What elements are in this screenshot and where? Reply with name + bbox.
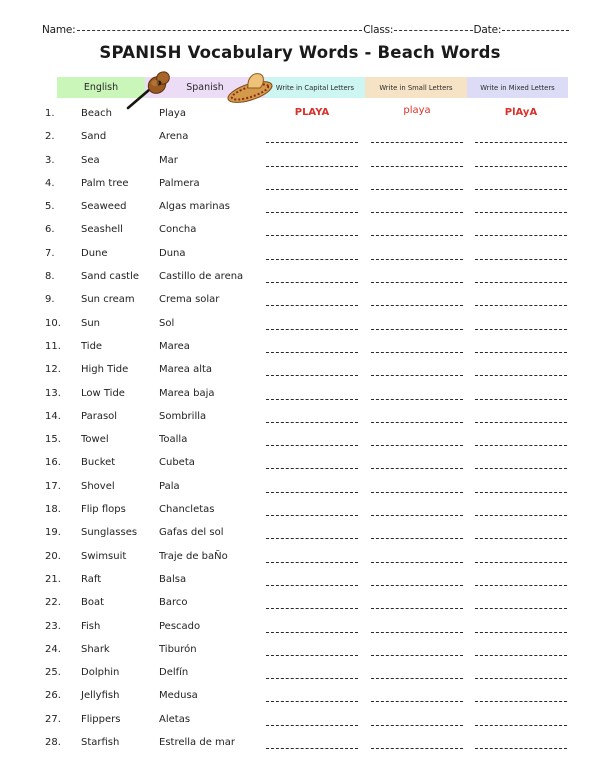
english-word: Sun [81,317,101,329]
vocab-row [0,593,600,616]
vocab-row [0,290,600,313]
small-letters-blank[interactable] [371,305,463,306]
spanish-word: Sombrilla [159,410,207,422]
row-number: 19. [45,527,61,539]
student-info-line [42,24,570,38]
example-mixed: PlAyA [504,107,538,118]
column-header-small: Write in Small Letters [365,77,467,98]
mixed-letters-blank[interactable] [475,585,567,586]
vocab-row [0,197,600,220]
vocab-row [0,314,600,337]
mixed-letters-blank[interactable] [475,468,567,469]
small-letters-blank[interactable] [371,725,463,726]
capital-letters-blank[interactable] [266,305,358,306]
small-letters-blank[interactable] [371,748,463,749]
spanish-word: Aletas [159,713,191,725]
vocab-row [0,686,600,709]
spanish-word: Marea alta [159,364,213,376]
mixed-letters-blank[interactable] [475,375,567,376]
row-number: 23. [45,620,61,632]
class-label: Class: [363,24,394,36]
vocab-row [0,220,600,243]
vocab-row [0,453,600,476]
mixed-letters-blank[interactable] [475,701,567,702]
page-title: SPANISH Vocabulary Words - Beach Words [99,43,501,62]
vocab-row [0,500,600,523]
mixed-letters-blank[interactable] [475,305,567,306]
english-word: Seaweed [81,201,127,213]
vocab-row [0,384,600,407]
spanish-word: Pescado [159,620,201,632]
row-number: 3. [45,154,55,166]
spanish-word: Delfín [159,667,189,679]
english-word: Sunglasses [81,527,138,539]
english-word: Sun cream [81,294,135,306]
small-letters-blank[interactable] [371,235,463,236]
capital-letters-blank[interactable] [266,701,358,702]
english-word: Low Tide [81,387,125,399]
small-letters-blank[interactable] [371,655,463,656]
spanish-word: Estrella de mar [159,737,236,749]
row-number: 9. [45,294,55,306]
vocab-row [0,360,600,383]
row-number: 7. [45,247,55,259]
english-word: Sand castle [81,271,140,283]
capital-letters-blank[interactable] [266,492,358,493]
english-word: High Tide [81,364,129,376]
vocab-row [0,337,600,360]
spanish-word: Chancletas [159,504,215,516]
row-number: 4. [45,177,55,189]
mixed-letters-blank[interactable] [475,352,567,353]
english-word: Swimsuit [81,550,127,562]
english-word: Palm tree [81,177,129,189]
vocab-row [0,477,600,500]
small-letters-blank[interactable] [371,212,463,213]
small-letters-blank[interactable] [371,142,463,143]
row-number: 16. [45,457,61,469]
name-label: Name: [42,24,76,36]
row-number: 15. [45,434,61,446]
english-word: Jellyfish [81,690,120,702]
vocab-row [0,267,600,290]
spanish-word: Algas marinas [159,201,230,213]
row-number: 14. [45,410,61,422]
spanish-word: Marea [159,340,190,352]
vocab-row [0,127,600,150]
vocab-row [0,570,600,593]
row-number: 27. [45,713,61,725]
row-number: 18. [45,504,61,516]
spanish-word: Pala [159,480,180,492]
english-word: Flip flops [81,504,126,516]
spanish-word: Barco [159,597,188,609]
vocab-row [0,733,600,756]
name-field[interactable] [77,30,363,31]
capital-letters-blank[interactable] [266,608,358,609]
small-letters-blank[interactable] [371,352,463,353]
vocab-row [0,710,600,733]
row-number: 8. [45,271,55,283]
english-word: Seashell [81,224,123,236]
english-word: Flippers [81,713,121,725]
mixed-letters-blank[interactable] [475,282,567,283]
small-letters-blank[interactable] [371,259,463,260]
vocab-row [0,663,600,686]
capital-letters-blank[interactable] [266,212,358,213]
english-word: Bucket [81,457,116,469]
english-word: Boat [81,597,105,609]
capital-letters-blank[interactable] [266,166,358,167]
capital-letters-blank[interactable] [266,422,358,423]
spanish-word: Traje de baÑo [159,550,228,562]
vocab-row [0,430,600,453]
capital-letters-blank[interactable] [266,399,358,400]
row-number: 25. [45,667,61,679]
english-word: Starfish [81,737,120,749]
row-number: 2. [45,131,55,143]
mixed-letters-blank[interactable] [475,445,567,446]
spanish-word: Concha [159,224,197,236]
capital-letters-blank[interactable] [266,445,358,446]
small-letters-blank[interactable] [371,282,463,283]
english-word: Sea [81,154,100,166]
small-letters-blank[interactable] [371,632,463,633]
spanish-word: Sol [159,317,175,329]
english-word: Parasol [81,410,118,422]
english-word: Beach [81,108,112,119]
vocab-row [0,640,600,663]
mixed-letters-blank[interactable] [475,608,567,609]
mixed-letters-blank[interactable] [475,678,567,679]
capital-letters-blank[interactable] [266,468,358,469]
english-word: Tide [81,340,103,352]
small-letters-blank[interactable] [371,562,463,563]
small-letters-blank[interactable] [371,329,463,330]
english-word: Dolphin [81,667,120,679]
mixed-letters-blank[interactable] [475,538,567,539]
capital-letters-blank[interactable] [266,725,358,726]
capital-letters-blank[interactable] [266,329,358,330]
row-number: 11. [45,340,61,352]
spanish-word: Crema solar [159,294,220,306]
vocab-row [0,617,600,640]
mixed-letters-blank[interactable] [475,492,567,493]
mixed-letters-blank[interactable] [475,166,567,167]
capital-letters-blank[interactable] [266,562,358,563]
spanish-word: Playa [159,108,186,119]
capital-letters-blank[interactable] [266,748,358,749]
small-letters-blank[interactable] [371,468,463,469]
row-number: 1. [45,108,55,119]
example-capital: PLAYA [294,107,330,118]
mixed-letters-blank[interactable] [475,515,567,516]
spanish-word: Gafas del sol [159,527,224,539]
row-number: 13. [45,387,61,399]
mixed-letters-blank[interactable] [475,235,567,236]
spanish-word: Arena [159,131,189,143]
english-word: Shovel [81,480,115,492]
row-number: 22. [45,597,61,609]
row-number: 28. [45,737,61,749]
vocab-row [0,547,600,570]
row-number: 20. [45,550,61,562]
row-number: 10. [45,317,61,329]
small-letters-blank[interactable] [371,515,463,516]
mixed-letters-blank[interactable] [475,632,567,633]
capital-letters-blank[interactable] [266,352,358,353]
vocab-row [0,174,600,197]
spanish-word: Duna [159,247,186,259]
small-letters-blank[interactable] [371,166,463,167]
capital-letters-blank[interactable] [266,515,358,516]
mixed-letters-blank[interactable] [475,748,567,749]
vocab-row [0,151,600,174]
class-field[interactable] [394,30,472,31]
spanish-word: Tiburón [159,643,197,655]
row-number: 24. [45,643,61,655]
mixed-letters-blank[interactable] [475,329,567,330]
column-header-spanish: Spanish [145,77,265,98]
english-word: Dune [81,247,108,259]
small-letters-blank[interactable] [371,375,463,376]
english-word: Towel [81,434,109,446]
english-word: Raft [81,573,102,585]
capital-letters-blank[interactable] [266,655,358,656]
small-letters-blank[interactable] [371,189,463,190]
vocab-row [0,523,600,546]
mixed-letters-blank[interactable] [475,655,567,656]
vocab-row [0,244,600,267]
small-letters-blank[interactable] [371,445,463,446]
mixed-letters-blank[interactable] [475,562,567,563]
mixed-letters-blank[interactable] [475,399,567,400]
small-letters-blank[interactable] [371,678,463,679]
mixed-letters-blank[interactable] [475,259,567,260]
capital-letters-blank[interactable] [266,189,358,190]
spanish-word: Balsa [159,573,187,585]
small-letters-blank[interactable] [371,701,463,702]
sombrero-icon [226,70,276,104]
english-word: Fish [81,620,101,632]
row-number: 12. [45,364,61,376]
example-small: playa [403,105,431,116]
row-number: 26. [45,690,61,702]
small-letters-blank[interactable] [371,492,463,493]
date-label: Date: [473,24,502,36]
row-number: 21. [45,573,61,585]
spanish-word: Marea baja [159,387,215,399]
english-word: Shark [81,643,110,655]
capital-letters-blank[interactable] [266,538,358,539]
capital-letters-blank[interactable] [266,585,358,586]
small-letters-blank[interactable] [371,538,463,539]
row-number: 6. [45,224,55,236]
row-number: 17. [45,480,61,492]
spanish-word: Castillo de arena [159,271,244,283]
spanish-word: Medusa [159,690,198,702]
column-header-mixed: Write in Mixed Letters [467,77,568,98]
date-field[interactable] [502,30,569,31]
spanish-word: Palmera [159,177,200,189]
small-letters-blank[interactable] [371,608,463,609]
english-word: Sand [81,131,107,143]
mixed-letters-blank[interactable] [475,725,567,726]
vocab-row [0,407,600,430]
column-header-capital: Write in Capital Letters [265,77,365,98]
mixed-letters-blank[interactable] [475,422,567,423]
mixed-letters-blank[interactable] [475,212,567,213]
capital-letters-blank[interactable] [266,282,358,283]
capital-letters-blank[interactable] [266,375,358,376]
small-letters-blank[interactable] [371,399,463,400]
small-letters-blank[interactable] [371,422,463,423]
capital-letters-blank[interactable] [266,142,358,143]
capital-letters-blank[interactable] [266,678,358,679]
capital-letters-blank[interactable] [266,235,358,236]
spanish-word: Mar [159,154,178,166]
spanish-word: Toalla [159,434,188,446]
capital-letters-blank[interactable] [266,632,358,633]
row-number: 5. [45,201,55,213]
vocab-row [0,104,600,127]
mixed-letters-blank[interactable] [475,142,567,143]
spanish-word: Cubeta [159,457,195,469]
mixed-letters-blank[interactable] [475,189,567,190]
column-header-english: English [57,77,145,98]
capital-letters-blank[interactable] [266,259,358,260]
vocabulary-list [0,104,600,756]
small-letters-blank[interactable] [371,585,463,586]
